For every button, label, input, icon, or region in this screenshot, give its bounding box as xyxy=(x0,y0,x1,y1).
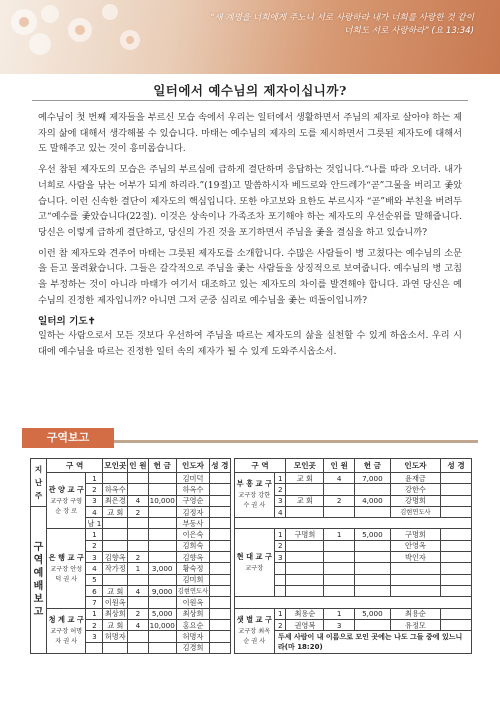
table-row: 청 계 교 구 교구장 허명자 권 사 1 최상희 2 5,000 최상희 샛 별 교 구 교구장 최옥순 권 사 1 최용순 1 5,000 최용순 xyxy=(31,608,472,619)
church-buheung: 부 흥 교 구 교구장 강한수 권 사 xyxy=(234,473,275,518)
col-header: 성 경 xyxy=(441,459,472,473)
col-header: 헌 금 xyxy=(148,459,176,473)
table-row: 은 행 교 구 교구장 안성덕 권 사 1 이은숙 현 대 교 구 교구장 1 구명희 1 5,000 구명희 xyxy=(31,529,472,540)
table-row: 6 교 회 4 9,000 김현연도사 xyxy=(31,585,472,596)
col-header: 인 원 xyxy=(128,459,148,473)
page-title: 일터에서 예수님의 제자이십니까? xyxy=(153,83,347,98)
closing-scripture: 두세 사람이 내 이름으로 모인 곳에는 나도 그들 중에 있느니라(마 18:20) xyxy=(275,631,472,654)
col-header: 성 경 xyxy=(210,459,230,473)
church-gwanyang: 관 양 교 구 교구장 구영순 장 로 xyxy=(47,473,86,529)
col-header: 모인곳 xyxy=(286,459,324,473)
table-row: 5 김미희 xyxy=(31,574,472,585)
table-row: 2 교 회 4 10,000 홍요순 2 권영복 3 유정모 xyxy=(31,619,472,630)
section-title: 구역보고 xyxy=(22,428,114,448)
prayer-text: 일하는 사람으로서 모든 것보다 우선하여 주님을 따르는 제자도의 삶을 실천할 수 있게 하옵소서. 우리 시대에 예수님을 따르는 진정한 일터 속의 제자가 될 수 있게 도와주시옵소서. xyxy=(38,330,462,358)
table-header-row xyxy=(31,459,472,473)
table-row: 남 1 부동사 xyxy=(31,518,472,529)
zone-label-district-worship: 구 역 예 배 보 고 xyxy=(31,506,47,653)
table-row: 3 김향옥 2 김향옥 3 박인자 xyxy=(31,552,472,563)
article-body xyxy=(38,110,462,365)
table-row: 김경희 xyxy=(31,642,472,654)
col-header: 인도자 xyxy=(176,459,209,473)
table-row: 4 작가정 1 3,000 황숙정 xyxy=(31,563,472,574)
table-row: 3 최은경 4 10,000 구영순 3 교 회 2 4,000 강명희 xyxy=(31,495,472,506)
district-report-table xyxy=(30,458,472,654)
article-paragraph-2: 우선 참된 제자도의 모습은 주님의 부르심에 급하게 결단하며 응답하는 것입니다.“나를 따라 오너라. 내가 너희로 사람을 낚는 어부가 되게 하리라.”(19절)고 말씀하시자 베드로와 안드레가“곧”그물을 버리고 좇았습니다. 이런 신속한 결단이 제자도의 핵심입니다. 또한 야고보와 요한도 부르시자 “곧”배와 부친을 버려두고“예수를 좇았습니다(22절). 이것은 상속이나 가족조차 포기해야 하는 제자도의 우선순위를 말해줍니다. 당신은 이렇게 급하게 결단하고, 당신의 가진 것을 포기하면서 주님을 좇을 결심을 하고 있습니까? xyxy=(38,164,462,238)
table-row: 3 허명자 허명자 두세 사람이 내 이름으로 모인 곳에는 나도 그들 중에 있느니라(마 18:20) xyxy=(31,631,472,643)
article-paragraph-3: 이런 참 제자도와 견주어 마태는 그릇된 제자도를 소개합니다. 수많은 사람들이 병 고쳤다는 예수님의 소문을 듣고 몰려왔습니다. 그들은 갈각적으로 주님을 좇는 사람들을 상징적으로 보여줍니다. 예수님의 병 고침을 부정하는 것이 아니라 마태가 여기서 대조하고 있는 제자도의 차이를 발견해야 합니다. 과연 당신은 예수님의 진정한 제자입니까? 아니면 그저 군중 심리로 예수님을 좇는 떠돌이입니까? xyxy=(38,247,462,306)
table-row: 관 양 교 구 교구장 구영순 장 로 1 김미덕 부 흥 교 구 교구장 강한수 권 사 1 교 회 4 7,000 윤재금 xyxy=(31,473,472,484)
article-paragraph-1: 예수님이 첫 번째 제자들을 부르신 모습 속에서 우리는 일터에서 생활하면서 주님의 제자로 살아야 하는 제자의 삶에 대해서 생각해볼 수 있습니다. 마태는 예수님의 제자의 도를 제시하면서 그릇된 제자도에 대해서도 말해주고 있는 것이 흥미롭습니다. xyxy=(38,112,462,155)
top-banner xyxy=(0,0,500,74)
title-divider xyxy=(32,100,468,101)
header-verse: “새 계명을 너희에게 주노니 서로 사랑하라 내가 너희를 사랑한 것 같이 너희도 서로 사랑하라” (요 13:34) xyxy=(209,13,474,36)
col-header: 인 원 xyxy=(324,459,355,473)
table-row: 2 하옥수 하옥수 2 강한수 xyxy=(31,484,472,495)
flower-decoration-icon xyxy=(0,0,220,74)
zone-label-last-week: 지 난 주 xyxy=(31,459,47,507)
church-eunhaeng: 은 행 교 구 교구장 안성덕 권 사 xyxy=(47,529,86,608)
col-header: 모인곳 xyxy=(103,459,128,473)
church-saetbyeol: 샛 별 교 구 교구장 최옥순 권 사 xyxy=(234,608,275,654)
table-row: 7 이원옥 이원옥 xyxy=(31,597,472,608)
col-header: 헌 금 xyxy=(355,459,391,473)
table-row: 구 역 예 배 보 고 4 교 회 2 김정자 4 김현연도사 xyxy=(31,506,472,517)
prayer-heading: 일터의 기도✝ xyxy=(38,316,96,328)
col-header: 인도자 xyxy=(390,459,441,473)
church-cheonggye: 청 계 교 구 교구장 허명자 권 사 xyxy=(47,608,86,654)
church-hyeondae: 현 대 교 구 교구장 xyxy=(234,529,275,597)
col-header: 구 역 xyxy=(47,459,103,473)
col-header: 구 역 xyxy=(234,459,286,473)
table-row: 2 김희숙 2 안영옥 xyxy=(31,540,472,551)
